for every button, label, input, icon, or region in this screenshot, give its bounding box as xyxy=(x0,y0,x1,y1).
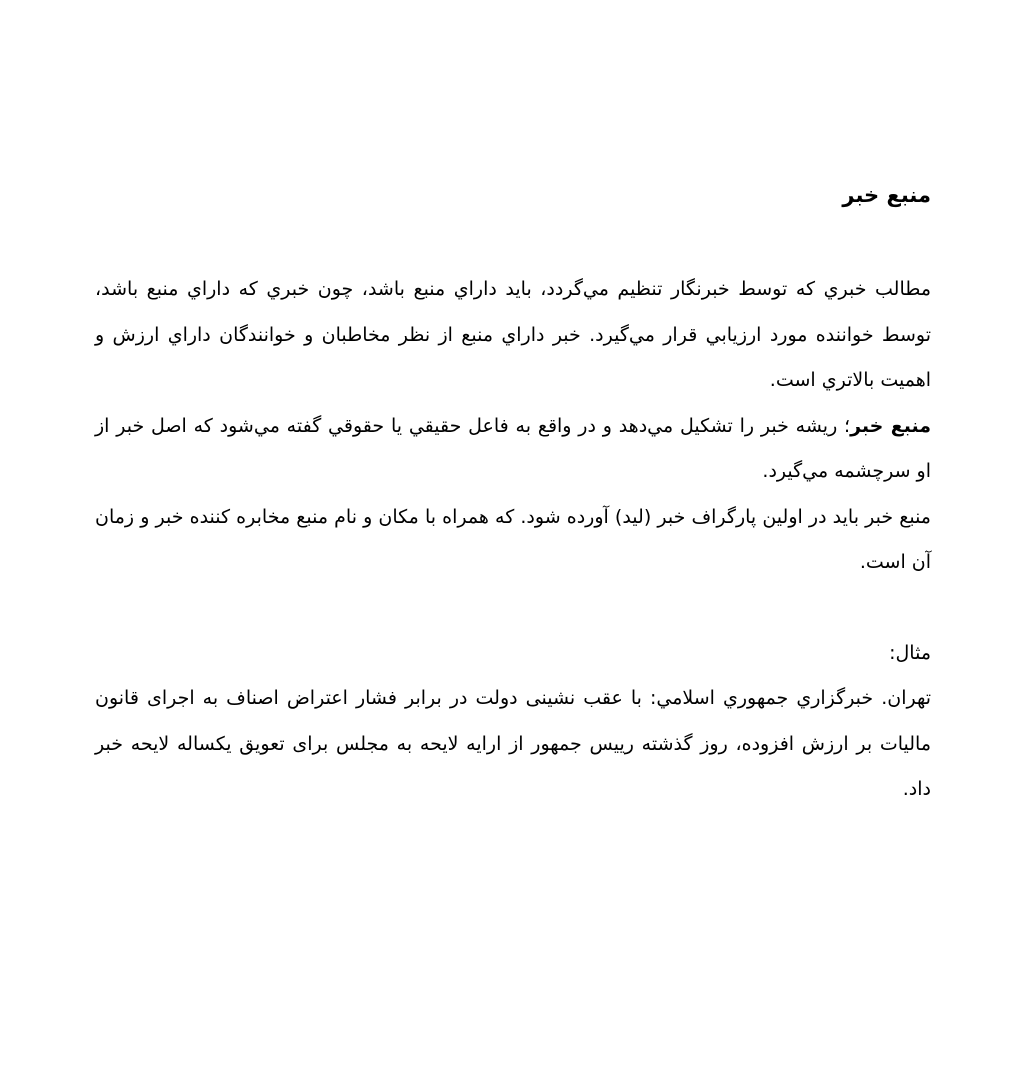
document-title: منبع خبر xyxy=(842,183,931,207)
example-label: مثال: xyxy=(889,641,931,664)
paragraph-source-definition xyxy=(95,404,931,495)
source-definition-text: ؛ ريشه خبر را تشكيل مي‌دهد و در واقع به فاعل حقيقي يا حقوقي گفته مي‌شود كه اصل خبر از او سرچشمه مي‌گيرد. xyxy=(95,414,931,482)
spacer xyxy=(95,215,931,267)
spacer xyxy=(95,586,931,631)
paragraph-source-placement: منبع خبر بايد در اولين پارگراف خبر (ليد) آورده شود. كه همراه با مكان و نام منبع مخابره كننده خبر و زمان آن است. xyxy=(95,505,931,573)
example-text: تهران. خبرگزاري جمهوري اسلامي: با عقب نشینی دولت در برابر فشار اعتراض اصناف به اجرای قانون ماليات بر ارزش افزوده، روز گذشته ريیس جمهور از ارايه لايحه به مجلس برای تعويق يكساله لايحه خبر داد. xyxy=(95,687,931,800)
document-body xyxy=(95,175,931,813)
source-term-bold: منبع خبر xyxy=(850,414,931,437)
paragraph-source-intro: مطالب خبري كه توسط خبرنگار تنظيم مي‌گردد، بايد داراي منبع باشد، چون خبري كه داراي منبع باشد، توسط خواننده مورد ارزيابي قرار مي‌گيرد. خبر داراي منبع از نظر مخاطبان و خوانندگان داراي ارزش و اهميت بالاتري است. xyxy=(95,278,931,391)
